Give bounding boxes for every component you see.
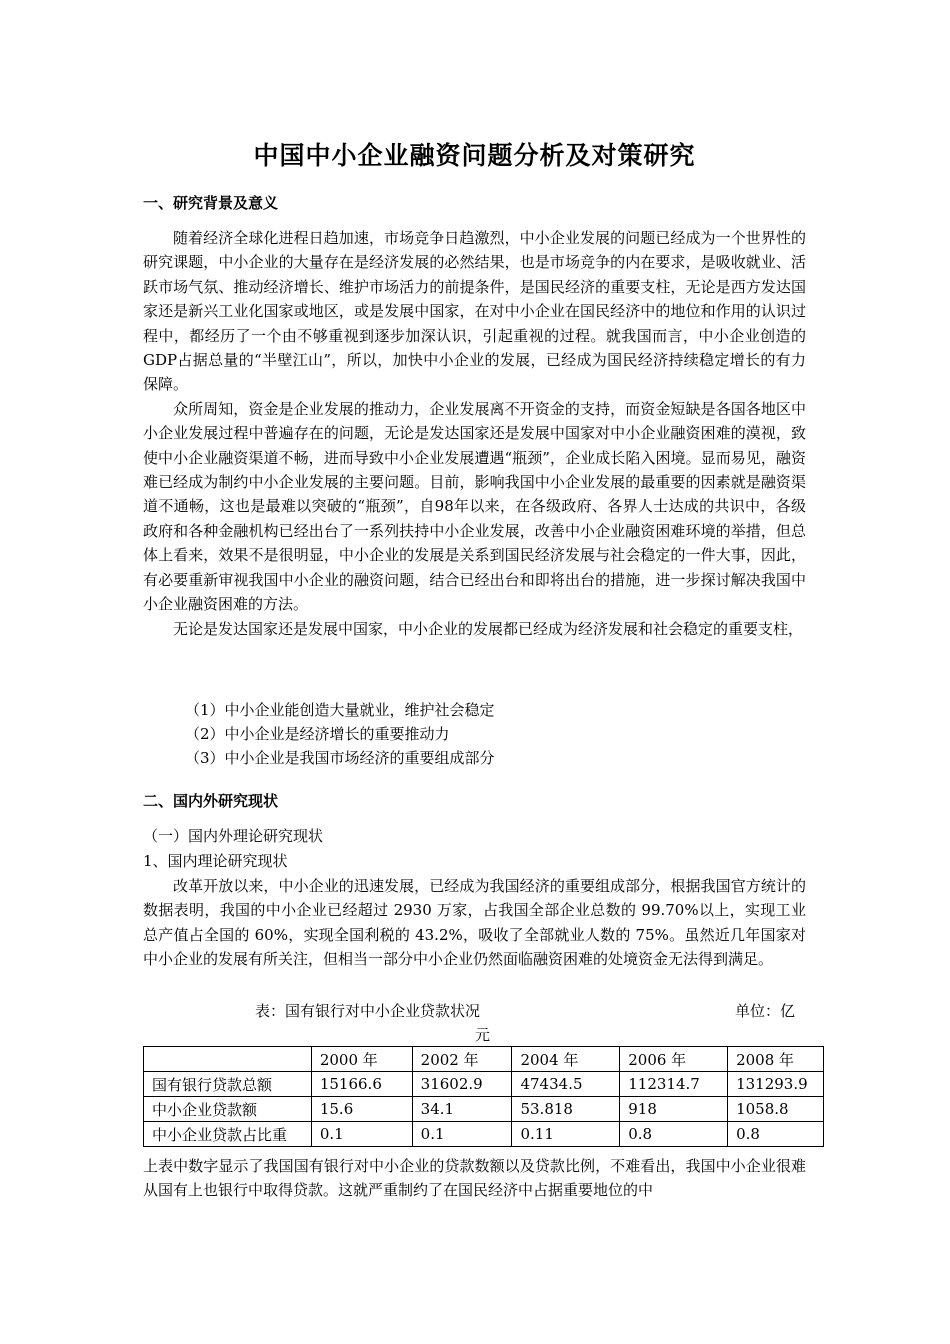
table-cell: 112314.7 [620, 1072, 728, 1097]
section-heading-research-status: 二、国内外研究现状 [143, 792, 279, 810]
table-caption: 表：国有银行对中小企业贷款状况 [255, 1002, 481, 1020]
table-cell: 0.1 [412, 1122, 512, 1147]
section-heading-background: 一、研究背景及意义 [143, 194, 279, 212]
table-cell: 0.11 [512, 1122, 620, 1147]
paragraph-funding-bottleneck: 众所周知，资金是企业发展的推动力，企业发展离不开资金的支持，而资金短缺是各国各地区中小企业发展过程中普遍存在的问题，无论是发达国家还是发展中国家对中小企业融资困难的漠视，致使中小企业融资渠道不畅，进而导致中小企业发展遭遇“瓶颈”，企业成长陷入困境。显而易见，融资难已经成为制约中小企业发展的主要问题。目前，影响我国中小企业发展的最重要的因素就是融资渠道不通畅，这也是最难以突破的“瓶颈”，自98年以来，在各级政府、各界人士达成的共识中，各级政府和各种金融机构已经出台了一系列扶持中小企业发展，改善中小企业融资困难环境的举措，但总体上看来，效果不是很明显，中小企业的发展是关系到国民经济发展与社会稳定的一件大事，因此，有必要重新审视我国中小企业的融资问题，结合已经出台和即将出台的措施，进一步探讨解决我国中小企业融资困难的方法。 [143, 399, 806, 614]
table-cell: 31602.9 [412, 1072, 512, 1097]
table-header-cell: 2008 年 [728, 1047, 824, 1072]
paragraph-after-table: 上表中数字显示了我国国有银行对中小企业的贷款数额以及贷款比例，不难看出，我国中小企业很难从国有上也银行中取得贷款。这就严重制约了在国民经济中占据重要地位的中 [143, 1157, 806, 1200]
table-header-cell: 2006 年 [620, 1047, 728, 1072]
table-cell: 15.6 [311, 1097, 412, 1122]
table-cell: 53.818 [512, 1097, 620, 1122]
table-cell: 0.8 [620, 1122, 728, 1147]
paragraph-importance: 无论是发达国家还是发展中国家，中小企业的发展都已经成为经济发展和社会稳定的重要支柱， [173, 619, 804, 638]
domestic-status-paragraph-block [143, 874, 806, 972]
importance-list [185, 698, 495, 770]
table-row [144, 1072, 824, 1097]
table-cell: 国有银行贷款总额 [144, 1072, 312, 1097]
paragraph-domestic-status: 改革开放以来，中小企业的迅速发展，已经成为我国经济的重要组成部分，根据我国官方统计的数据表明，我国的中小企业已经超过 2930 万家，占我国全部企业总数的 99.70%以上，实现工业总产值占全国的 60%，实现全国利税的 43.2%，吸收了全部就业人数的 75%。虽然近几年国家对中小企业的发展有所关注，但相当一部分中小企业仍然面临融资困难的处境资金无法得到满足。 [143, 877, 806, 969]
table-cell: 918 [620, 1097, 728, 1122]
background-paragraphs [143, 226, 806, 641]
table-cell: 131293.9 [728, 1072, 824, 1097]
table-cell: 15166.6 [311, 1072, 412, 1097]
document-title: 中国中小企业融资问题分析及对策研究 [253, 141, 696, 170]
table-cell: 34.1 [412, 1097, 512, 1122]
table-cell: 0.1 [311, 1122, 412, 1147]
table-unit: 单位：亿 [735, 1002, 796, 1020]
loan-table [143, 1046, 824, 1147]
table-cell: 中小企业贷款额 [144, 1097, 312, 1122]
paragraph-globalization: 随着经济全球化进程日趋加速，市场竞争日趋激烈，中小企业发展的问题已经成为一个世界性的研究课题，中小企业的大量存在是经济发展的必然结果，也是市场竞争的内在要求，是吸收就业、活跃市场气氛、推动经济增长、维护市场活力的前提条件，是国民经济的重要支柱，无论是西方发达国家还是新兴工业化国家或地区，或是发展中国家，在对中小企业在国民经济中的地位和作用的认识过程中，都经历了一个由不够重视到逐步加深认识，引起重视的过程。就我国而言，中小企业创造的GDP占据总量的“半壁江山”，所以，加快中小企业的发展，已经成为国民经济持续稳定增长的有力保障。 [143, 229, 806, 394]
table-cell: 1058.8 [728, 1097, 824, 1122]
table-row [144, 1097, 824, 1122]
list-item: （1）中小企业能创造大量就业，维护社会稳定 [185, 701, 495, 719]
subheading-theory-status: （一）国内外理论研究现状 [143, 827, 324, 845]
table-header-row [144, 1047, 824, 1072]
table-cell: 中小企业贷款占比重 [144, 1122, 312, 1147]
table-header-cell: 2004 年 [512, 1047, 620, 1072]
subheading-domestic-theory: 1、国内理论研究现状 [143, 852, 288, 870]
table-cell: 0.8 [728, 1122, 824, 1147]
list-item: （3）中小企业是我国市场经济的重要组成部分 [185, 749, 495, 767]
table-row [144, 1122, 824, 1147]
table-header-cell: 2000 年 [311, 1047, 412, 1072]
list-item: （2）中小企业是经济增长的重要推动力 [185, 725, 450, 743]
table-header-cell [144, 1047, 312, 1072]
after-table-block [143, 1154, 806, 1203]
table-unit-tail: 元 [475, 1026, 491, 1044]
table-cell: 47434.5 [512, 1072, 620, 1097]
table-header-cell: 2002 年 [412, 1047, 512, 1072]
